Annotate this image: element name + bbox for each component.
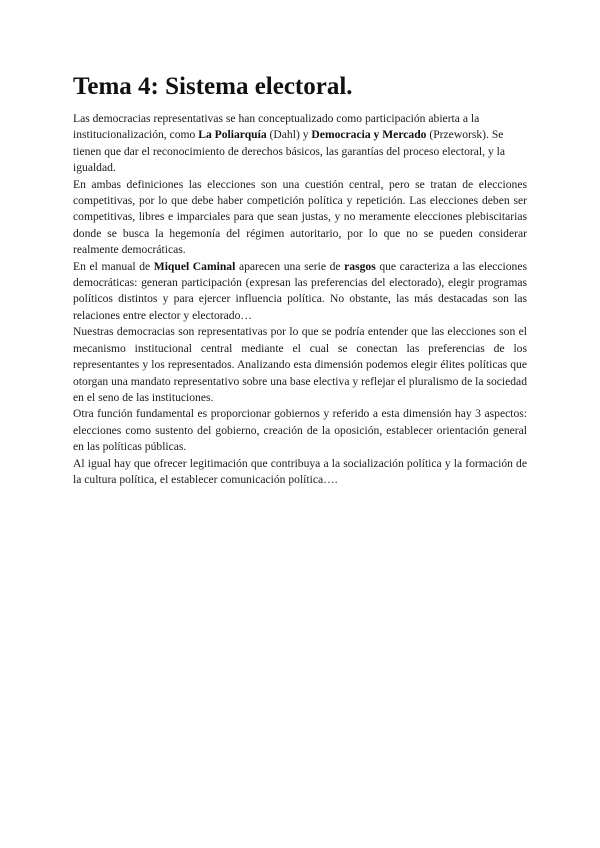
document-page	[73, 72, 527, 488]
paragraph-1-text-a: Las democracias representativas se han conceptualizado como participación abierta a la institucionalización, como	[73, 112, 480, 142]
paragraph-1	[73, 111, 527, 177]
bold-democracia-y-mercado: Democracia y Mercado	[311, 128, 427, 142]
paragraph-2: En ambas definiciones las elecciones son una cuestión central, pero se tratan de elecciones competitivas, por lo que debe haber competición política y repetición. Las elecciones deben ser competitivas, libres e imparciales para que sean justas, y no meramente elecciones plebiscitarias donde se busca la hegemonía del régimen autoritario, por lo que no se pueden considerar realmente democráticas.	[73, 177, 527, 257]
paragraph-5: Otra función fundamental es proporcionar gobiernos y referido a esta dimensión hay 3 aspectos: elecciones como sustento del gobierno, creación de la oposición, establecer orientación general en las políticas públicas.	[73, 407, 527, 454]
bold-la-poliarquia: La Poliarquía	[198, 128, 267, 142]
paragraph-3-text-b: aparecen una serie de	[235, 259, 345, 273]
document-title: Tema 4: Sistema electoral.	[73, 73, 353, 100]
paragraph-4: Nuestras democracias son representativas por lo que se podría entender que las elecciones son el mecanismo institucional central mediante el cual se conectan las preferencias de los representantes y los representados. Analizando esta dimensión podemos elegir élites políticas que otorgan una mandato representativo sobre una base electiva y reflejar el pluralismo de la sociedad en el seno de las instituciones.	[73, 325, 527, 404]
paragraph-3-text-a: En el manual de	[73, 259, 154, 273]
paragraph-1-text-b: (Dahl) y	[266, 128, 312, 142]
bold-miquel-caminal: Miquel Caminal	[153, 259, 236, 273]
bold-rasgos: rasgos	[344, 259, 376, 273]
paragraph-1-text-c: (Przeworsk). Se tienen que dar el reconocimiento de derechos básicos, las garantías del proceso electoral, y la igualdad.	[73, 128, 506, 175]
paragraph-6: Al igual hay que ofrecer legitimación que contribuya a la socialización política y la formación de la cultura política, el establecer comunicación política….	[73, 456, 527, 486]
paragraph-3	[73, 259, 527, 325]
paragraph-3-text-c: que caracteriza a las elecciones democráticas: generan participación (expresan las preferencias del electorado), elegir programas políticos distintos y para ejercer influencia política. No obstante, las más destacadas son las relaciones entre elector y electorado…	[73, 259, 527, 322]
